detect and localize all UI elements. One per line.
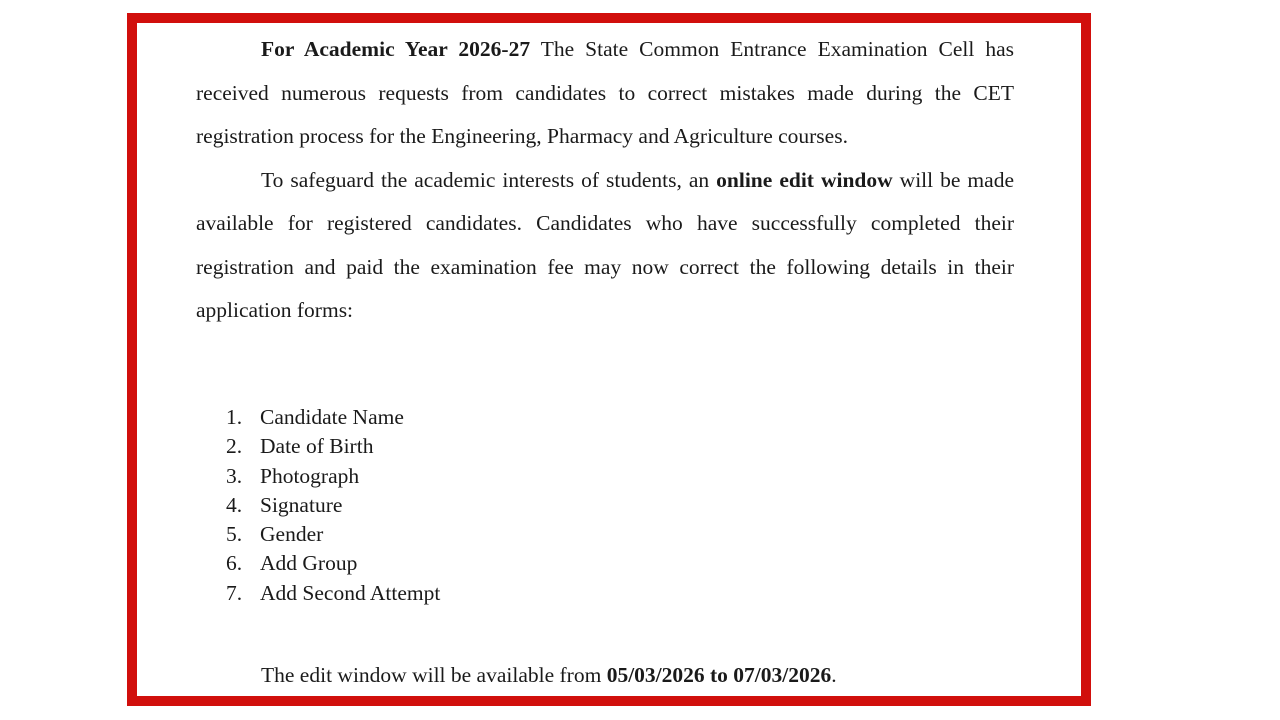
list-label: Gender bbox=[260, 522, 324, 547]
edit-window-dates bbox=[261, 660, 837, 690]
list-item bbox=[226, 579, 440, 608]
list-number: 6. bbox=[226, 551, 243, 576]
list-item bbox=[226, 549, 440, 578]
list-number: 3. bbox=[226, 463, 243, 488]
paragraph-intro bbox=[196, 28, 1014, 159]
list-item bbox=[226, 432, 440, 461]
notice-document bbox=[196, 28, 1014, 687]
list-label: Photograph bbox=[260, 463, 360, 488]
list-number: 7. bbox=[226, 580, 243, 605]
intro-text: The State Common Entrance Examination Cell has received numerous requests from candidates to correct mistakes made during the CET registration process for the Engineering, Pharmacy and Agriculture courses. bbox=[196, 37, 1014, 148]
footer-end: . bbox=[831, 663, 837, 687]
footer-text: The edit window will be available from bbox=[261, 663, 607, 687]
list-item bbox=[226, 491, 440, 520]
academic-year-heading: For Academic Year 2026-27 bbox=[261, 37, 531, 61]
edit-window-text-before: To safeguard the academic interests of students, an bbox=[261, 167, 717, 192]
list-number: 4. bbox=[226, 492, 243, 517]
edit-window-bold: online edit window bbox=[716, 167, 893, 192]
list-label: Date of Birth bbox=[260, 434, 374, 459]
list-number: 1. bbox=[226, 405, 243, 429]
date-range: 05/03/2026 to 07/03/2026 bbox=[606, 663, 832, 687]
list-item bbox=[226, 462, 440, 491]
list-item bbox=[226, 520, 440, 549]
list-item bbox=[226, 403, 440, 432]
paragraph-edit-window bbox=[196, 159, 1014, 333]
correctable-fields-list bbox=[226, 403, 440, 608]
list-label: Add Group bbox=[260, 551, 358, 576]
list-label: Candidate Name bbox=[260, 405, 404, 429]
list-label: Signature bbox=[260, 492, 343, 517]
list-label: Add Second Attempt bbox=[260, 580, 441, 605]
list-number: 5. bbox=[226, 522, 243, 547]
list-number: 2. bbox=[226, 434, 243, 459]
edit-window-text-after: will be made available for registered candidates. Candidates who have successfully completed their registration and paid the examination fee may now correct the following details in their application forms: bbox=[196, 167, 1014, 322]
